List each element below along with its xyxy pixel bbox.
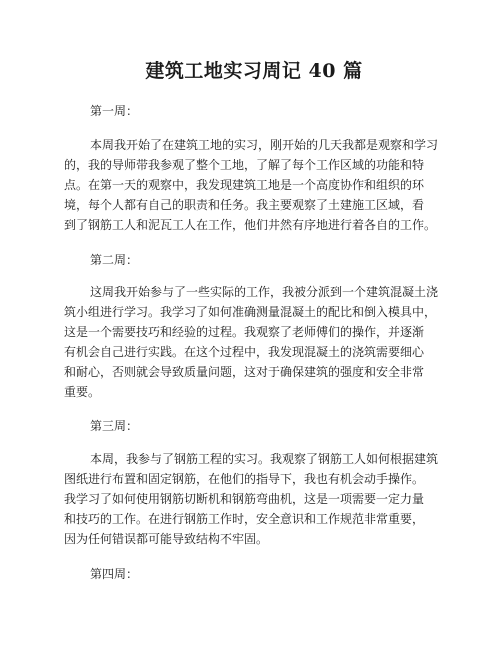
section-paragraph-week-2 [64,282,444,402]
section-heading-week-2: 第二周： [90,253,139,267]
paragraph-line: 筑小组进行学习。我学习了如何准确测量混凝土的配比和倒入模具中， [64,305,437,319]
paragraph-line: 有机会自己进行实践。在这个过程中，我发现混凝土的浇筑需要细心 [64,345,425,359]
paragraph-line: 点。在第一天的观察中，我发现建筑工地是一个高度协作和组织的环 [64,178,425,192]
paragraph-line: 和技巧的工作。在进行钢筋工作时，安全意识和工作规范非常重要， [64,512,425,526]
paragraph-line: 图纸进行布置和固定钢筋，在他们的指导下，我也有机会动手操作。 [64,472,425,486]
paragraph-line: 本周我开始了在建筑工地的实习，刚开始的几天我都是观察和学习 [90,138,439,152]
paragraph-line: 境，每个人都有自己的职责和任务。我主要观察了土建施工区域，看 [64,198,425,212]
paragraph-line: 这周我开始参与了一些实际的工作，我被分派到一个建筑混凝土浇 [90,285,439,299]
section-heading-week-1: 第一周： [90,104,139,118]
document-title: 建筑工地实习周记 40 篇 [145,60,363,82]
paragraph-line: 本周，我参与了钢筋工程的实习。我观察了钢筋工人如何根据建筑 [90,452,439,466]
paragraph-line: 和耐心，否则就会导致质量问题，这对于确保建筑的强度和安全非常 [64,365,425,379]
paragraph-line: 到了钢筋工人和泥瓦工人在工作，他们井然有序地进行着各自的工作。 [64,218,437,232]
paragraph-line: 这是一个需要技巧和经验的过程。我观察了老师傅们的操作，并逐渐 [64,325,425,339]
paragraph-line: 因为任何错误都可能导致结构不牢固。 [64,532,269,546]
paragraph-line: 重要。 [64,385,101,399]
paragraph-line: 我学习了如何使用钢筋切断机和钢筋弯曲机，这是一项需要一定力量 [64,492,425,506]
section-paragraph-week-3 [64,449,444,549]
section-paragraph-week-1 [64,135,444,235]
section-heading-week-4: 第四周： [90,567,139,581]
section-heading-week-3: 第三周： [90,419,139,433]
paragraph-line: 的，我的导师带我参观了整个工地，了解了每个工作区域的功能和特 [64,158,425,172]
